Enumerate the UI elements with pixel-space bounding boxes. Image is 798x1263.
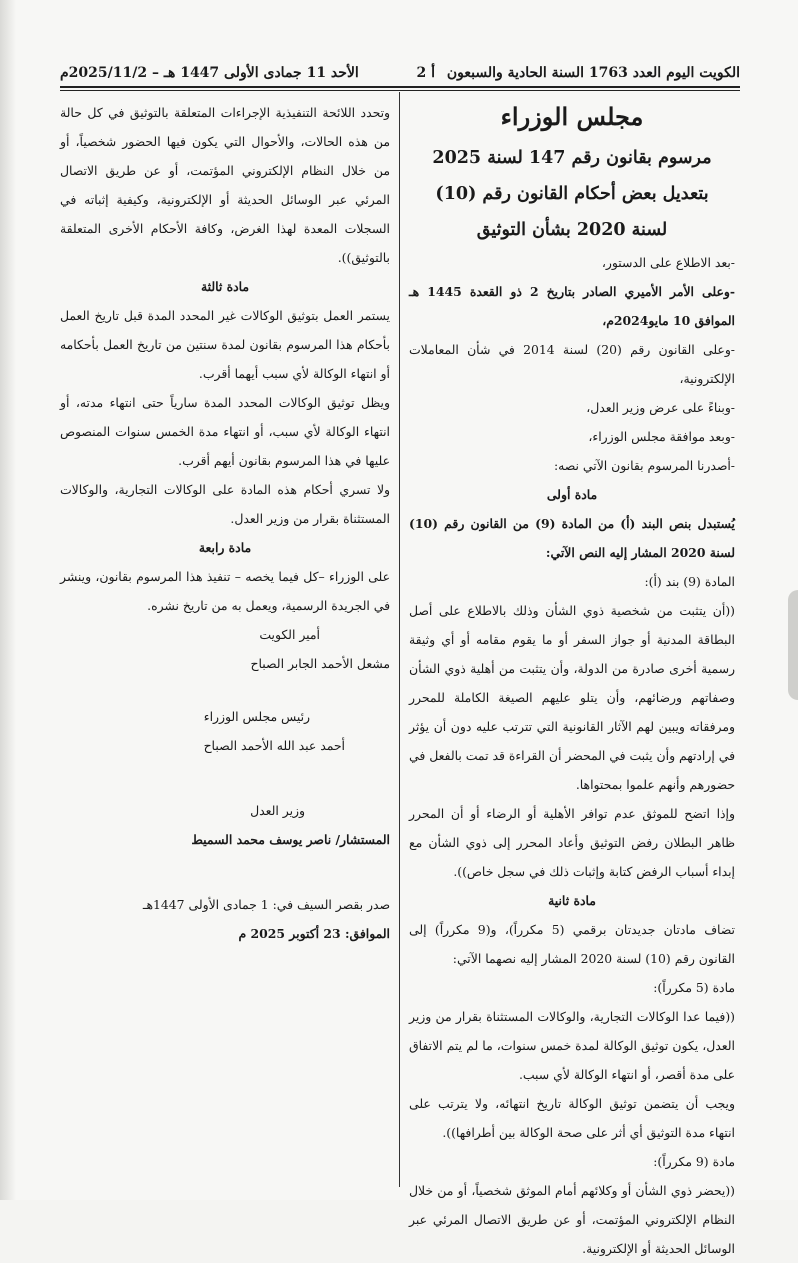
signatory-name: المستشار/ ناصر يوسف محمد السميط — [191, 832, 390, 847]
left-column — [60, 98, 390, 948]
article-subheading: مادة (9 مكرراً): — [653, 1154, 735, 1169]
preamble-line: -وعلى القانون رقم (20) لسنة 2014 في شأن المعاملات الإلكترونية، — [409, 342, 735, 386]
preamble-line: -وبناءً على عرض وزير العدل، — [586, 400, 735, 415]
page-edge-tab — [788, 590, 798, 700]
header-rule-top — [60, 86, 740, 88]
preamble-line: -وعلى الأمر الأميري الصادر بتاريخ 2 ذو القعدة 1445 هـ الموافق 10 مايو2024م، — [409, 284, 735, 328]
article-text: ولا تسري أحكام هذه المادة على الوكالات التجارية، والوكالات المستثناة بقرار من وزير العدل. — [60, 482, 390, 526]
article-text: يُستبدل بنص البند (أ) من المادة (9) من القانون رقم (10) لسنة 2020 المشار إليه النص الآتي: — [409, 516, 736, 560]
right-column — [409, 98, 735, 1263]
decree-subject-2: لسنة 2020 بشأن التوثيق — [476, 220, 668, 240]
header-issue: الكويت اليوم العدد 1763 السنة الحادية والسبعون — [446, 65, 740, 81]
signatory-name: مشعل الأحمد الجابر الصباح — [250, 656, 390, 671]
signatory-title: وزير العدل — [250, 803, 305, 818]
column-divider — [399, 92, 400, 1187]
signatory-title: أمير الكويت — [259, 627, 320, 642]
article-quote: وإذا اتضح للموثق عدم توافر الأهلية أو الرضاء أو أن المحرر ظاهر البطلان رفض التوثيق وأعاد المحرر إلى ذوي الشأن مع إبداء أسباب الرفض كتابة وإثبات ذلك في سجل خاص)). — [409, 806, 735, 879]
article-subheading: مادة (5 مكرراً): — [653, 980, 735, 995]
article-heading: مادة أولى — [546, 487, 598, 502]
running-header — [60, 60, 740, 86]
article-text: يستمر العمل بتوثيق الوكالات غير المحدد المدة قبل تاريخ العمل بأحكام هذا المرسوم بقانون لمدة سنتين من تاريخ العمل بأحكامه أو انتهاء الوكالة لأي سبب أيهما أقرب. — [60, 308, 390, 381]
decree-number: مرسوم بقانون رقم 147 لسنة 2025 — [432, 148, 712, 168]
page-edge-shadow — [0, 0, 16, 1200]
preamble-line: -أصدرنا المرسوم بقانون الآتي نصه: — [553, 458, 735, 473]
header-date: الأحد 11 جمادى الأولى 1447 هـ – 2025/11/2م — [60, 65, 359, 81]
issue-gregorian-date: الموافق: 23 أكتوبر 2025 م — [238, 926, 390, 941]
preamble-line: -بعد الاطلاع على الدستور، — [601, 255, 735, 270]
article-heading: مادة ثانية — [548, 893, 596, 908]
decree-subject-1: بتعديل بعض أحكام القانون رقم (10) — [435, 184, 709, 204]
article-heading: مادة رابعة — [198, 540, 252, 555]
section-title: مجلس الوزراء — [500, 102, 644, 131]
article-text: تضاف مادتان جديدتان برقمي (5 مكرراً)، و(9 مكرراً) إلى القانون رقم (10) لسنة 2020 المشار إليه نصهما الآتي: — [409, 922, 736, 966]
article-quote: ((أن يتثبت من شخصية ذوي الشأن وذلك بالاطلاع على أصل البطاقة المدنية أو جواز السفر أو ما يقوم مقامه أو أي وثيقة رسمية أخرى صادرة من الدولة، وأن يتثبت من أهلية ذوي الشأن وصفاتهم ورضائهم، وأن يتلو عليهم الصيغة الكاملة للمحرر ومرفقاته ويبين لهم الآثار القانونية التي تترتب عليه دون أن يؤثر في إرادتهم وأن يثبت في المحضر أن القراءة قد تمت بالفعل في حضورهم وأنهم علموا بمحتواها. — [409, 603, 735, 792]
header-page-number: أ 2 — [416, 65, 435, 81]
article-text: على الوزراء –كل فيما يخصه – تنفيذ هذا المرسوم بقانون، وينشر في الجريدة الرسمية، ويعمل به من تاريخ نشره. — [60, 569, 390, 613]
article-quote: ((فيما عدا الوكالات التجارية، والوكالات المستثناة بقرار من وزير العدل، يكون توثيق الوكالة لمدة خمس سنوات، ما لم يتم الاتفاق على مدة أقصر، أو انتهاء الوكالة لأي سبب. — [409, 1009, 735, 1082]
article-quote: ((يحضر ذوي الشأن أو وكلائهم أمام الموثق شخصياً، أو من خلال النظام الإلكتروني المؤتمت، أو عن طريق الاتصال المرئي عبر الوسائل الحديثة أو الإلكترونية. — [409, 1183, 735, 1256]
article-text: ويظل توثيق الوكالات المحدد المدة سارياً حتى انتهاء مدته، أو انتهاء الوكالة لأي سبب، أو انتهاء مدة الخمس سنوات المنصوص عليها في هذا المرسوم بقانون أيهم أقرب. — [60, 395, 390, 468]
article-subheading: المادة (9) بند (أ): — [644, 574, 735, 589]
issue-place-date: صدر بقصر السيف في: 1 جمادى الأولى 1447هـ — [142, 897, 390, 912]
header-rule-bottom — [60, 90, 740, 91]
signatory-title: رئيس مجلس الوزراء — [203, 709, 310, 724]
article-quote: ويجب أن يتضمن توثيق الوكالة تاريخ انتهائه، ولا يترتب على انتهاء مدة التوثيق أي أثر على صحة الوكالة بين أطرافها)). — [409, 1096, 735, 1140]
signatory-name: أحمد عبد الله الأحمد الصباح — [203, 738, 345, 753]
article-quote-continuation: وتحدد اللائحة التنفيذية الإجراءات المتعلقة بالتوثيق في كل حالة من هذه الحالات، والأحوال التي يكون فيها الحضور شخصياً، أو من خلال النظام الإلكتروني المؤتمت، أو عن طريق الاتصال المرئي عبر الوسائل الحديثة أو الإلكترونية، وكيفية إثباته في السجلات المعدة لهذا الغرض، وكافة الأحكام الأخرى المتعلقة بالتوثيق)). — [60, 105, 390, 265]
article-heading: مادة ثالثة — [200, 279, 250, 294]
preamble-line: -وبعد موافقة مجلس الوزراء، — [588, 429, 735, 444]
